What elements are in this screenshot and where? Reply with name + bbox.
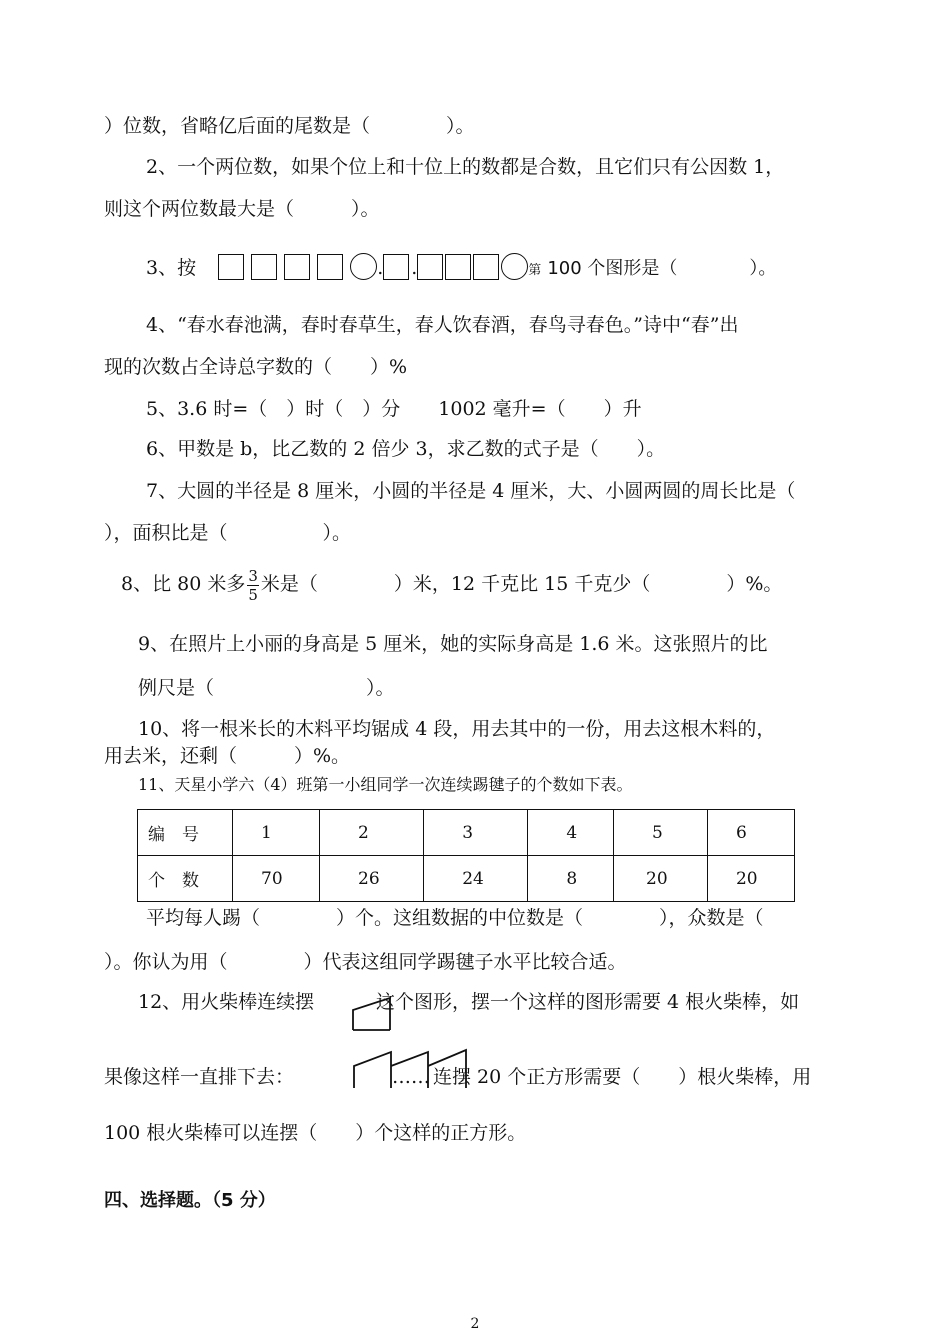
q4-line2: 现的次数占全诗总字数的（ ）% [104, 356, 408, 378]
square-icon [251, 254, 277, 280]
table-row [138, 856, 795, 902]
kick-count-table [137, 809, 795, 902]
q6-line: 6、甲数是 b，比乙数的 2 倍少 3，求乙数的式子是（ ）。 [146, 438, 666, 460]
q2-line2: 则这个两位数最大是（ ）。 [104, 198, 380, 220]
table-header-cell: 个 数 [138, 856, 233, 902]
q3-prefix: 3、按 [146, 257, 197, 279]
q12-line3: 100 根火柴棒可以连摆（ ）个这样的正方形。 [104, 1122, 527, 1144]
square-icon [445, 254, 471, 280]
table-cell: 1 [233, 810, 320, 856]
q8-frac-num: 3 [248, 566, 258, 585]
q3-dots: . [411, 257, 418, 279]
table-cell: 24 [424, 856, 528, 902]
q2-line1: 2、一个两位数，如果个位上和十位上的数都是合数，且它们只有公因数 1， [146, 156, 785, 178]
q12-line2b: 连摆 20 个正方形需要（ ）根火柴棒，用 [433, 1066, 812, 1088]
q12-line1b: 这个图形，摆一个这样的图形需要 4 根火柴棒，如 [376, 991, 800, 1013]
q11-line3: ）。你认为用（ ）代表这组同学踢毽子水平比较合适。 [104, 951, 627, 973]
q4-line1: 4、“春水春池满，春时春草生，春人饮春酒，春鸟寻春色。”诗中“春”出 [146, 314, 739, 336]
table-cell: 4 [528, 810, 614, 856]
square-icon [417, 254, 443, 280]
section-title: 四、选择题。（5 分） [104, 1190, 276, 1211]
table-cell: 20 [707, 856, 794, 902]
q11-line2: 平均每人踢（ ）个。这组数据的中位数是（ ），众数是（ [146, 907, 764, 929]
q8-suffix: 米是（ ）米，12 千克比 15 千克少（ ）%。 [260, 573, 783, 595]
square-icon [284, 254, 310, 280]
table-cell: 2 [320, 810, 424, 856]
q9-line1: 9、在照片上小丽的身高是 5 厘米，她的实际身高是 1.6 米。这张照片的比 [138, 633, 768, 655]
q8-frac-den: 5 [248, 585, 258, 604]
page-number: 2 [470, 1316, 480, 1332]
square-icon [383, 254, 409, 280]
table-cell: 8 [528, 856, 614, 902]
table-cell: 20 [614, 856, 708, 902]
q10-line2: 用去米，还剩（ ）%。 [104, 745, 351, 767]
q5-line: 5、3.6 时=（ ）时（ ）分 1002 毫升=（ ）升 [146, 398, 642, 420]
q3-suffix: 100 个图形是（ ）。 [547, 258, 777, 279]
square-icon [218, 254, 244, 280]
q12-line1a: 12、用火柴棒连续摆 [138, 991, 315, 1013]
square-icon [317, 254, 343, 280]
table-cell: 6 [707, 810, 794, 856]
q3-line [146, 253, 776, 285]
square-icon [473, 254, 499, 280]
table-cell: 3 [424, 810, 528, 856]
q12-line2a: 果像这样一直排下去： [104, 1066, 295, 1088]
q1-tail: ）位数，省略亿后面的尾数是（ ）。 [104, 115, 475, 137]
q8-prefix: 8、比 80 米多 [121, 573, 246, 595]
table-header-cell: 编 号 [138, 810, 233, 856]
q3-dots: . [377, 257, 384, 279]
q7-line2: ），面积比是（ ）。 [104, 522, 352, 544]
q12-line2-dots: …… [392, 1066, 430, 1088]
q11-intro: 11、天星小学六（4）班第一小组同学一次连续踢毽子的个数如下表。 [138, 775, 633, 794]
table-cell: 26 [320, 856, 424, 902]
table-cell: 5 [614, 810, 708, 856]
circle-icon [350, 253, 377, 280]
q8-line [121, 566, 782, 604]
q9-line2: 例尺是（ ）。 [138, 677, 395, 699]
table-row [138, 810, 795, 856]
q3-mid: 第 [528, 263, 542, 278]
table-cell: 70 [233, 856, 320, 902]
q10-line1: 10、将一根米长的木料平均锯成 4 段，用去其中的一份，用去这根木料的， [138, 718, 776, 740]
q8-fraction [247, 567, 259, 604]
circle-icon [501, 253, 528, 280]
q7-line1: 7、大圆的半径是 8 厘米，小圆的半径是 4 厘米，大、小圆两圆的周长比是（ [146, 480, 796, 502]
